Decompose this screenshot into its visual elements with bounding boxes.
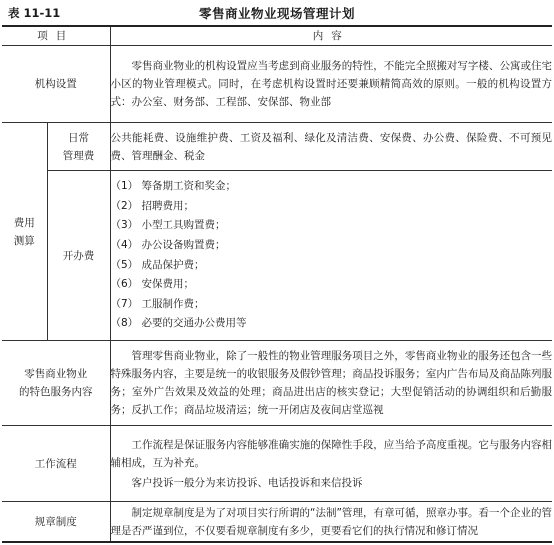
content-workflow-para2: 客户投诉一般分为来访投诉、电话投诉和来信投诉 [131,476,363,489]
label-startup: 开办费 [47,171,110,341]
label-rules: 规章制度 [2,502,110,543]
table-row-startup [2,171,552,341]
content-org: 零售商业物业的机构设置应当考虑到商业服务的特性，不能完全照搬对写字楼、公寓或住宅小区的物业管理模式。同时，在考虑机构设置时还要兼顾精简高效的原则。一般的机构设置方式：办公室、财务部、工程部、安保部、物业部 [110,46,552,123]
content-rules: 制定规章制度是为了对项目实行所谓的“法制”管理，有章可循，照章办事。看一个企业的管理是否严谨到位，不仅要看规章制度有多少，更要看它们的执行情况和修订情况 [110,502,552,543]
table-row-daily [2,123,552,171]
label-daily-line1: 日常 [68,131,89,144]
table-title: 零售商业物业现场管理计划 [198,6,355,21]
content-special: 管理零售商业物业，除了一般性的物业管理服务项目之外，零售商业物业的服务还包含一些特殊服务内容，主要是统一的收银服务及假钞管理；商品投诉服务；室内广告布局及商品陈列服务；室外广告效果及效益的处理；商品进出店的核实登记；大型促销活动的协调组织和后勤服务；反扒工作；商品垃圾清运；统一开闭店及夜间店堂巡视 [110,341,552,426]
label-special-line2: 的特色服务内容 [19,386,93,398]
label-workflow: 工作流程 [2,426,110,502]
table-row-workflow [2,426,552,502]
content-daily: 公共能耗费、设施维护费、工资及福利、绿化及清洁费、安保费、办公费、保险费、不可预见费、管理酬金、税金 [110,123,552,171]
label-special-line1: 零售商业物业 [24,368,88,380]
list-item: （3） 小型工具购置费； [110,219,226,232]
list-item: （8） 必要的交通办公费用等 [110,317,247,330]
label-org: 机构设置 [2,46,110,123]
header-item: 项目 [2,26,110,46]
table-row-org [2,46,552,123]
header-content: 内容 [110,26,552,46]
label-expenses-line2: 测算 [13,234,35,247]
list-item: （4） 办公设备购置费； [110,238,226,251]
table-row-special [2,341,552,426]
management-plan-table [2,25,552,543]
table-number: 表 11-11 [8,6,61,20]
label-daily [47,123,110,171]
content-workflow [110,426,552,502]
table-caption [8,3,546,25]
header-row [2,26,552,46]
list-item: （2） 招聘费用； [110,199,195,212]
list-item: （5） 成品保护费； [110,258,205,271]
list-item: （1） 筹备期工资和奖金； [110,180,237,193]
list-item: （6） 安保费用； [110,278,195,291]
content-workflow-para1: 工作流程是保证服务内容能够准确实施的保障性手段，应当给予高度重视。它与服务内容相辅相成，互为补充。 [110,438,552,469]
table-row-rules [2,502,552,543]
label-daily-line2: 管理费 [62,149,95,162]
label-expenses-line1: 费用 [13,216,35,229]
label-special [2,341,110,426]
label-expenses [2,123,47,341]
list-item: （7） 工服制作费； [110,297,205,310]
content-startup-list [110,171,552,341]
